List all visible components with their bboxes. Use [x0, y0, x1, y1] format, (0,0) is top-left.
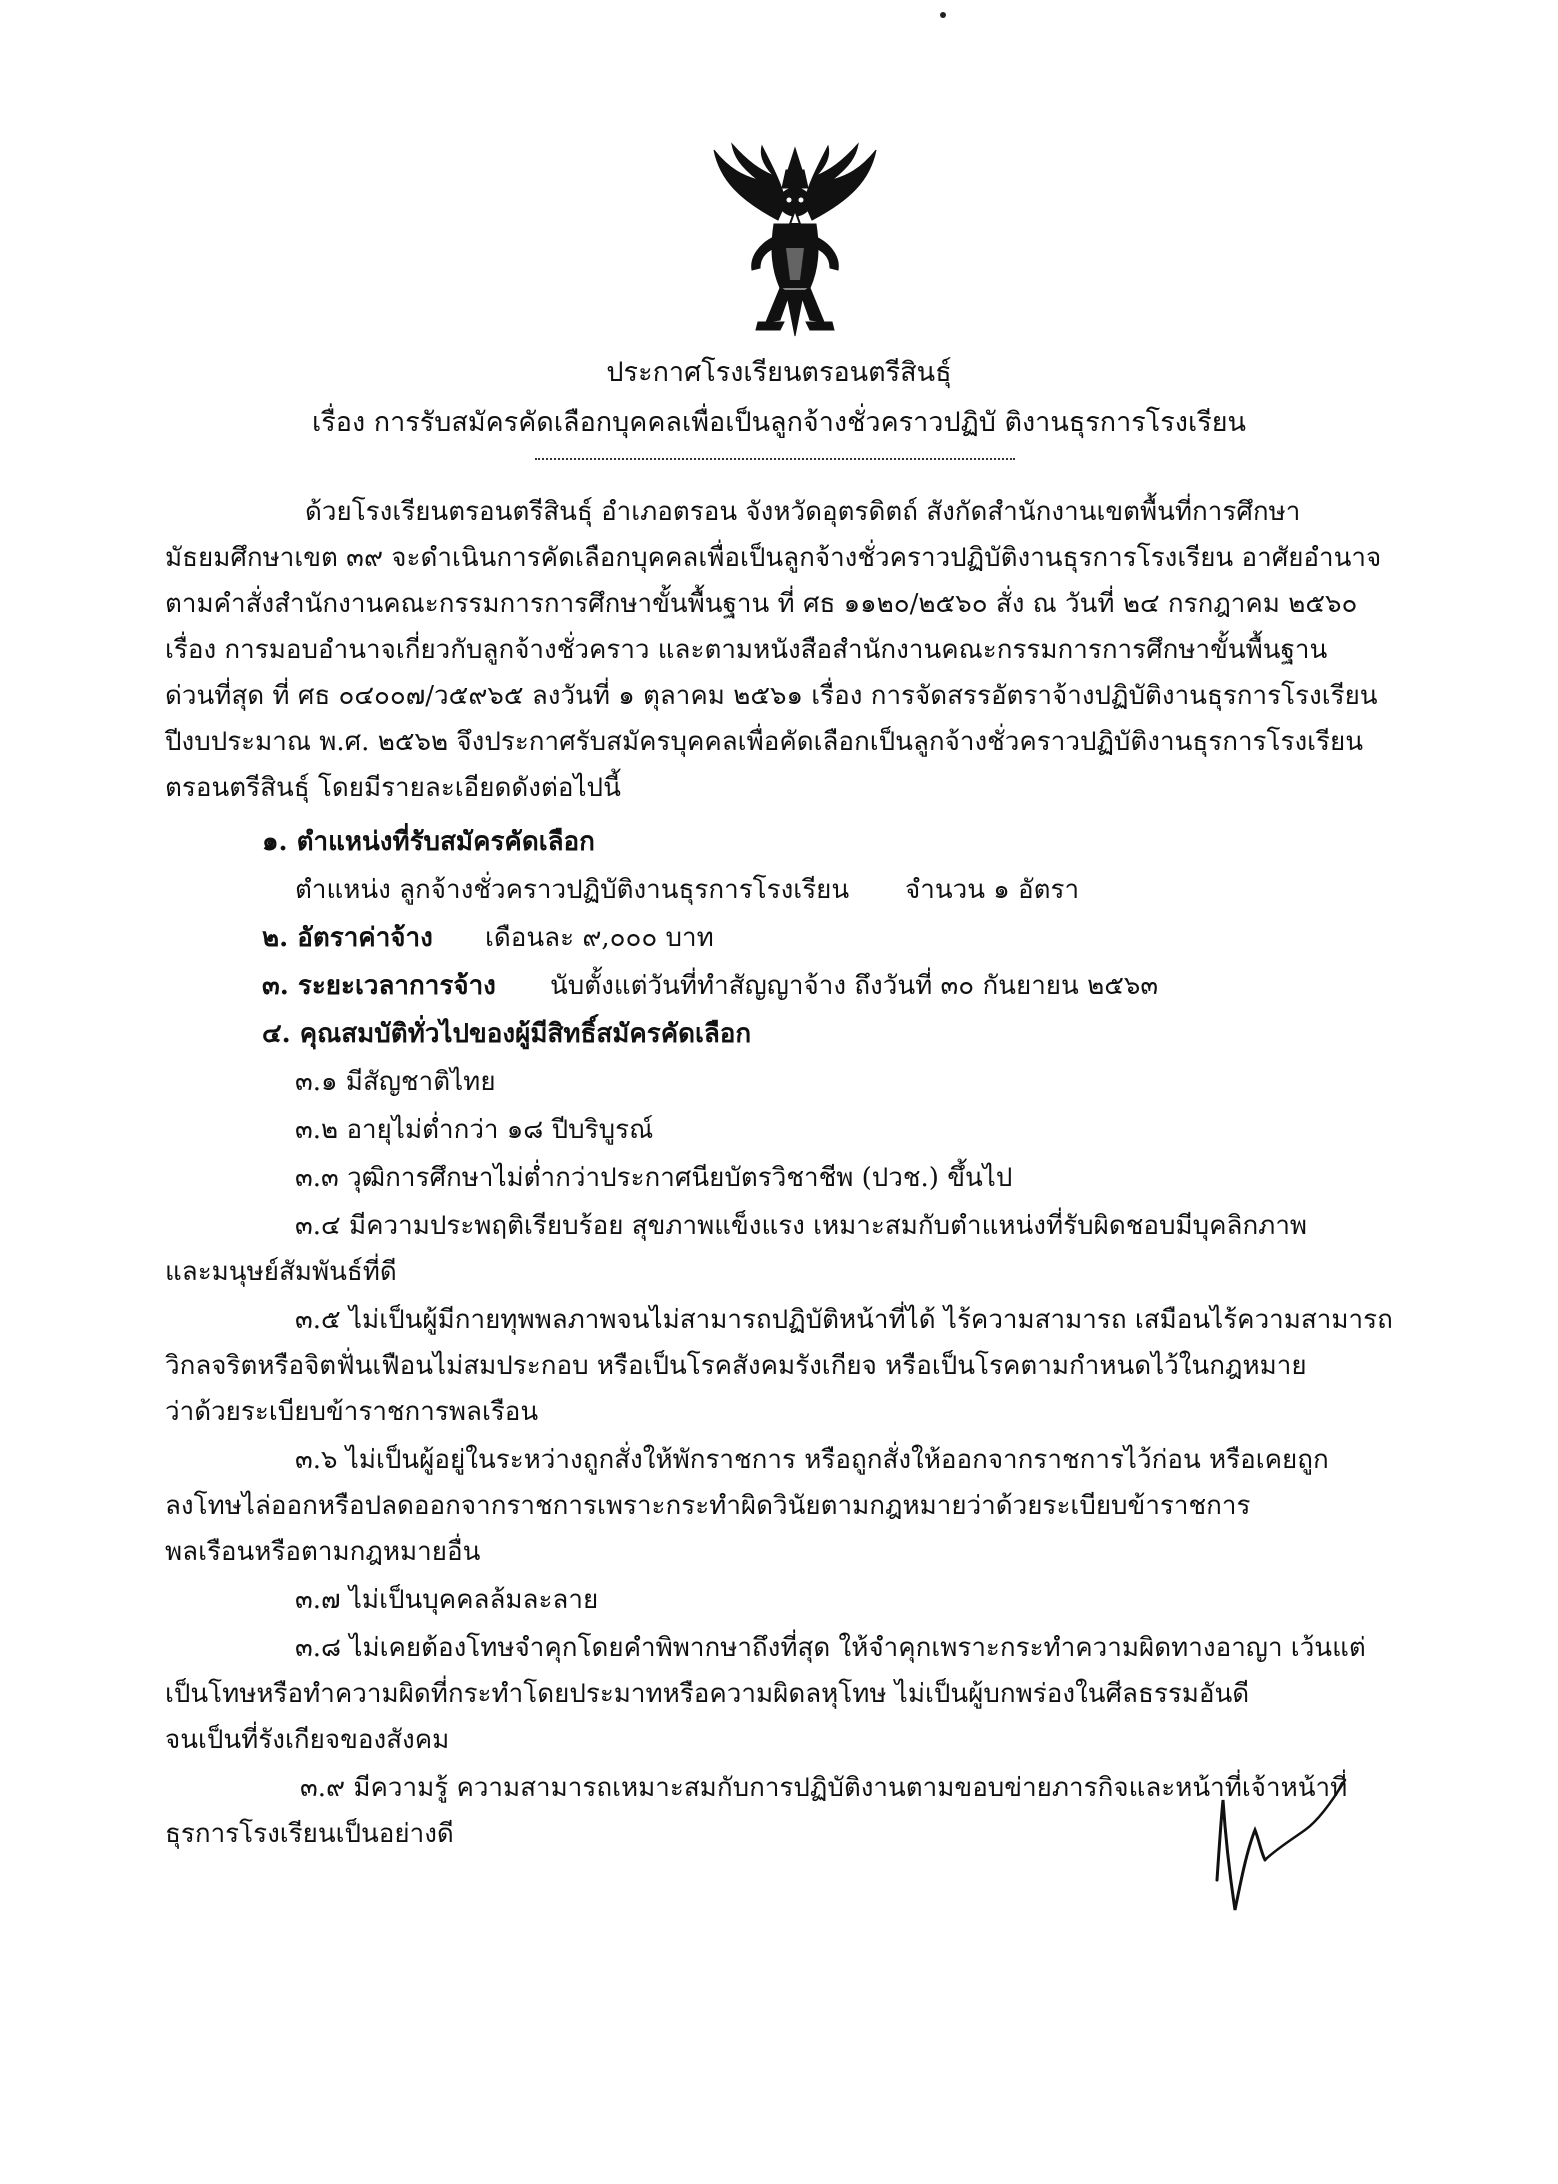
- section-2-heading: ๒. อัตราค่าจ้าง: [262, 923, 433, 953]
- section-1-heading: ๑. ตำแหน่งที่รับสมัครคัดเลือก: [262, 827, 595, 857]
- intro-line: ด้วยโรงเรียนตรอนตรีสินธุ์ อำเภอตรอน จังหวัดอุตรดิตถ์ สังกัดสำนักงานเขตพื้นที่การศึกษา: [305, 497, 1301, 527]
- qualification-item: ว่าด้วยระเบียบข้าราชการพลเรือน: [165, 1397, 539, 1427]
- section-3-heading: ๓. ระยะเวลาการจ้าง: [262, 971, 496, 1001]
- qualification-item: ๓.๙ มีความรู้ ความสามารถเหมาะสมกับการปฏิบัติงานตามขอบข่ายภารกิจและหน้าที่เจ้าหน้าที่: [300, 1773, 1348, 1803]
- qualification-item: ธุรการโรงเรียนเป็นอย่างดี: [165, 1819, 454, 1849]
- qualification-item: ๓.๓ วุฒิการศึกษาไม่ต่ำกว่าประกาศนียบัตรวิชาชีพ (ปวช.) ขึ้นไป: [295, 1163, 1013, 1193]
- scan-speck: [940, 12, 946, 18]
- document-subject: เรื่อง การรับสมัครคัดเลือกบุคคลเพื่อเป็นลูกจ้างชั่วคราวปฏิบั ติงานธุรการโรงเรียน: [312, 407, 1246, 438]
- intro-line: ด่วนที่สุด ที่ ศธ ๐๔๐๐๗/ว๕๙๖๕ ลงวันที่ ๑ ตุลาคม ๒๕๖๑ เรื่อง การจัดสรรอัตราจ้างปฏิบัติงานธุรการโรงเรียน: [165, 681, 1378, 711]
- intro-line: มัธยมศึกษาเขต ๓๙ จะดำเนินการคัดเลือกบุคคลเพื่อเป็นลูกจ้างชั่วคราวปฏิบัติงานธุรการโรงเรียน อาศัยอำนาจ: [165, 543, 1382, 573]
- qualification-item: ๓.๑ มีสัญชาติไทย: [295, 1067, 496, 1097]
- qualification-item: ๓.๘ ไม่เคยต้องโทษจำคุกโดยคำพิพากษาถึงที่สุด ให้จำคุกเพราะกระทำความผิดทางอาญา เว้นแต่: [295, 1633, 1366, 1663]
- qualification-item: วิกลจริตหรือจิตฟั่นเฟือนไม่สมประกอบ หรือเป็นโรคสังคมรังเกียจ หรือเป็นโรคตามกำหนดไว้ในกฎหมาย: [165, 1351, 1307, 1381]
- section-1-position: ตำแหน่ง ลูกจ้างชั่วคราวปฏิบัติงานธุรการโรงเรียน: [295, 875, 850, 905]
- section-2-value: เดือนละ ๙,๐๐๐ บาท: [485, 923, 714, 953]
- qualification-item: พลเรือนหรือตามกฎหมายอื่น: [165, 1537, 481, 1567]
- qualification-item: เป็นโทษหรือทำความผิดที่กระทำโดยประมาทหรือความผิดลหุโทษ ไม่เป็นผู้บกพร่องในศีลธรรมอันดี: [165, 1679, 1250, 1709]
- document-title: ประกาศโรงเรียนตรอนตรีสินธุ์: [606, 357, 952, 388]
- intro-line: เรื่อง การมอบอำนาจเกี่ยวกับลูกจ้างชั่วคราว และตามหนังสือสำนักงานคณะกรรมการการศึกษาขั้นพื้นฐาน: [165, 635, 1328, 665]
- garuda-emblem-icon: [700, 140, 890, 340]
- intro-line: ปีงบประมาณ พ.ศ. ๒๕๖๒ จึงประกาศรับสมัครบุคคลเพื่อคัดเลือกเป็นลูกจ้างชั่วคราวปฏิบัติงานธุรการโรงเรียน: [165, 727, 1363, 757]
- qualification-item: ลงโทษไล่ออกหรือปลดออกจากราชการเพราะกระทำผิดวินัยตามกฎหมายว่าด้วยระเบียบข้าราชการ: [165, 1491, 1251, 1521]
- qualification-item: ๓.๒ อายุไม่ต่ำกว่า ๑๘ ปีบริบูรณ์: [295, 1115, 654, 1145]
- intro-line: ตรอนตรีสินธุ์ โดยมีรายละเอียดดังต่อไปนี้: [165, 773, 621, 803]
- intro-line: ตามคำสั่งสำนักงานคณะกรรมการการศึกษาขั้นพื้นฐาน ที่ ศธ ๑๑๒๐/๒๕๖๐ สั่ง ณ วันที่ ๒๔ กรกฎาคม ๒๕๖๐: [165, 589, 1358, 619]
- section-3-value: นับตั้งแต่วันที่ทำสัญญาจ้าง ถึงวันที่ ๓๐ กันยายน ๒๕๖๓: [550, 971, 1159, 1001]
- qualification-item: และมนุษย์สัมพันธ์ที่ดี: [165, 1257, 397, 1287]
- section-1-count: จำนวน ๑ อัตรา: [905, 875, 1080, 905]
- qualification-item: ๓.๕ ไม่เป็นผู้มีกายทุพพลภาพจนไม่สามารถปฏิบัติหน้าที่ได้ ไร้ความสามารถ เสมือนไร้ความสามารถ: [295, 1305, 1393, 1335]
- qualification-item: ๓.๖ ไม่เป็นผู้อยู่ในระหว่างถูกสั่งให้พักราชการ หรือถูกสั่งให้ออกจากราชการไว้ก่อน หรือเคยถูก: [295, 1445, 1329, 1475]
- qualification-item: ๓.๗ ไม่เป็นบุคคลล้มละลาย: [295, 1585, 599, 1615]
- handwritten-signature: [1195, 1760, 1365, 1930]
- qualification-item: ๓.๔ มีความประพฤติเรียบร้อย สุขภาพแข็งแรง เหมาะสมกับตำแหน่งที่รับผิดชอบมีบุคลิกภาพ: [295, 1211, 1308, 1241]
- qualification-item: จนเป็นที่รังเกียจของสังคม: [165, 1725, 450, 1755]
- section-4-heading: ๔. คุณสมบัติทั่วไปของผู้มีสิทธิ์สมัครคัดเลือก: [262, 1019, 752, 1049]
- divider: [535, 458, 1015, 460]
